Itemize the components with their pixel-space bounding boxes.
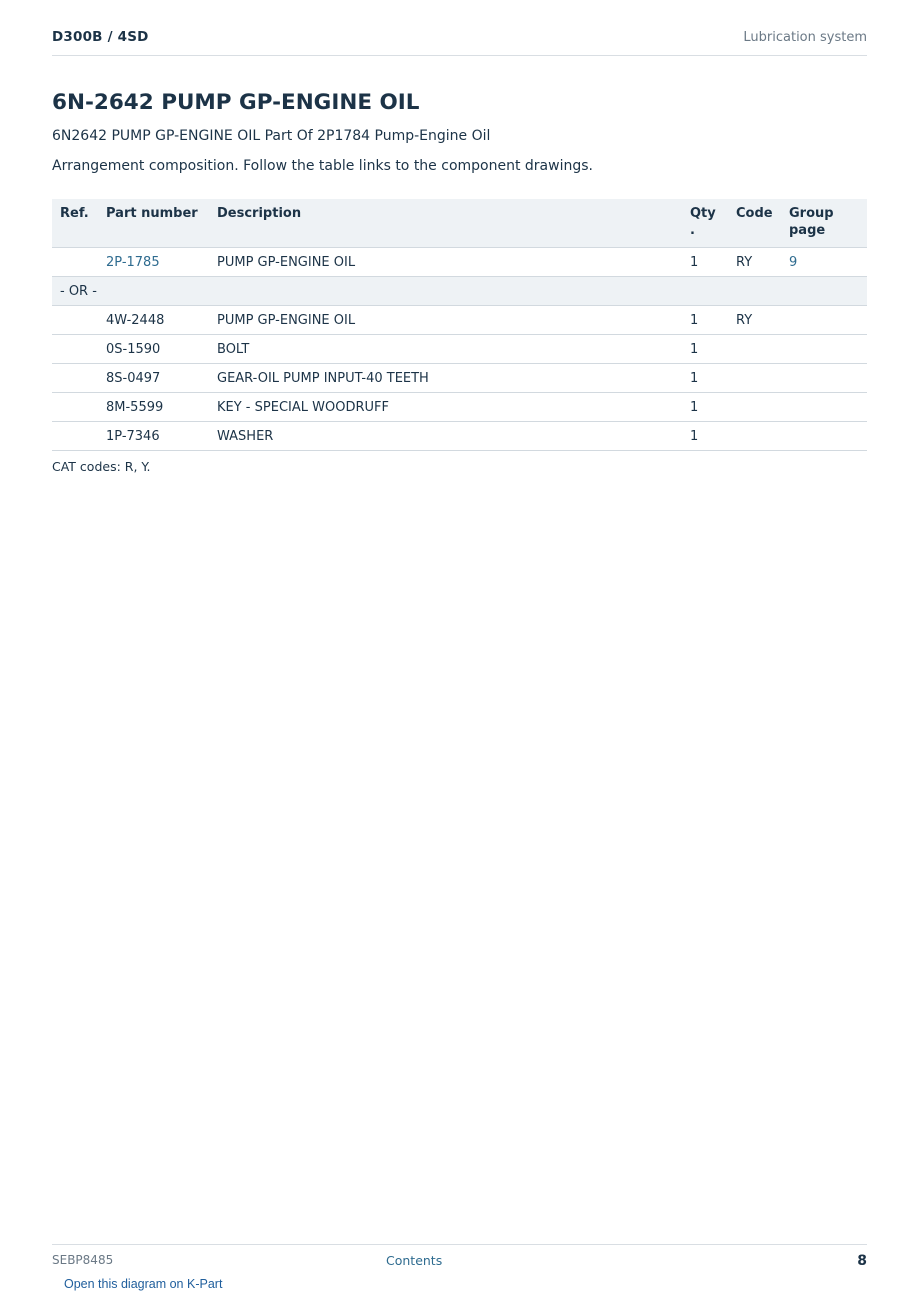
page-header (52, 29, 867, 56)
cell-part-number: 8S-0497 (98, 364, 209, 393)
contents-link[interactable]: Contents (386, 1253, 443, 1268)
col-header-part-number: Part number (98, 199, 209, 248)
table-row (52, 306, 867, 335)
part-of-subtitle: 6N2642 PUMP GP-ENGINE OIL Part Of 2P1784 Pump-Engine Oil (52, 128, 491, 144)
table-row (52, 364, 867, 393)
cell-code (728, 422, 781, 451)
intro-text: Arrangement composition. Follow the table links to the component drawings. (52, 158, 593, 174)
cell-group-page (781, 422, 867, 451)
cell-qty: 1 (682, 364, 728, 393)
cell-qty: 1 (682, 335, 728, 364)
cell-group-page (781, 306, 867, 335)
table-header-row (52, 199, 867, 248)
col-header-group-line2: page (789, 223, 826, 238)
part-number-link[interactable]: 2P-1785 (106, 254, 160, 270)
cell-ref (52, 248, 98, 277)
page-title: 6N-2642 PUMP GP-ENGINE OIL (52, 90, 420, 115)
cell-group-page (781, 364, 867, 393)
cell-group-page (781, 335, 867, 364)
col-header-qty (682, 199, 728, 248)
cell-code (728, 364, 781, 393)
table-row-separator (52, 277, 867, 306)
cell-description: KEY - SPECIAL WOODRUFF (209, 393, 682, 422)
cell-description: GEAR-OIL PUMP INPUT-40 TEETH (209, 364, 682, 393)
col-header-group-line1: Group (789, 206, 834, 221)
cell-ref (52, 422, 98, 451)
cell-code: RY (728, 248, 781, 277)
col-header-qty-line1: Qty (690, 206, 716, 221)
or-separator: - OR - (52, 277, 867, 306)
table-row (52, 422, 867, 451)
cell-ref (52, 306, 98, 335)
col-header-description: Description (209, 199, 682, 248)
cell-description: PUMP GP-ENGINE OIL (209, 306, 682, 335)
cell-part-number: 0S-1590 (98, 335, 209, 364)
cell-code (728, 335, 781, 364)
cell-description: WASHER (209, 422, 682, 451)
cell-group-page (781, 393, 867, 422)
cell-part-number (98, 248, 209, 277)
cell-qty: 1 (682, 422, 728, 451)
cell-part-number: 8M-5599 (98, 393, 209, 422)
table-row (52, 335, 867, 364)
parts-table (52, 199, 867, 451)
cell-code: RY (728, 306, 781, 335)
table-row (52, 248, 867, 277)
col-header-code: Code (728, 199, 781, 248)
col-header-qty-line2: . (690, 223, 695, 238)
col-header-group-page (781, 199, 867, 248)
col-header-ref: Ref. (52, 199, 98, 248)
cell-description: BOLT (209, 335, 682, 364)
cell-qty: 1 (682, 248, 728, 277)
model-breadcrumb: D300B / 4SD (52, 29, 149, 45)
group-page-link[interactable]: 9 (789, 254, 798, 270)
table-row (52, 393, 867, 422)
kpart-link[interactable]: Open this diagram on K-Part (64, 1277, 223, 1291)
cell-ref (52, 393, 98, 422)
cell-ref (52, 335, 98, 364)
cell-part-number: 1P-7346 (98, 422, 209, 451)
cell-qty: 1 (682, 306, 728, 335)
document-id: SEBP8485 (52, 1253, 114, 1267)
cell-code (728, 393, 781, 422)
section-name: Lubrication system (743, 30, 867, 45)
cell-ref (52, 364, 98, 393)
cell-qty: 1 (682, 393, 728, 422)
page-footer (52, 1244, 867, 1295)
cell-description: PUMP GP-ENGINE OIL (209, 248, 682, 277)
page-number: 8 (857, 1253, 867, 1269)
cat-codes-note: CAT codes: R, Y. (52, 459, 151, 474)
cell-group-page (781, 248, 867, 277)
cell-part-number: 4W-2448 (98, 306, 209, 335)
